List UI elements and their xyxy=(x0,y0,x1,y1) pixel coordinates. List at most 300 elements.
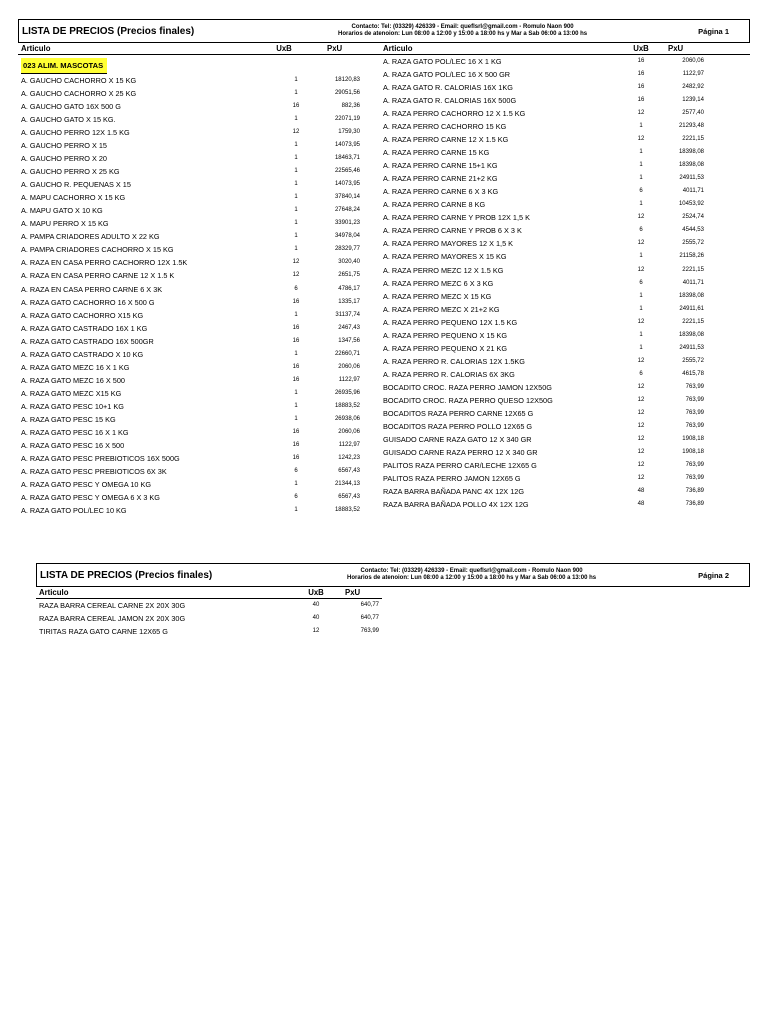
table-row xyxy=(18,126,380,139)
row-uxb: 12 xyxy=(637,240,645,247)
row-pxu: 21158,26 xyxy=(679,253,704,260)
table-row xyxy=(18,152,380,165)
table-row xyxy=(18,139,380,152)
table-row xyxy=(380,433,750,446)
row-pxu: 28329,77 xyxy=(334,246,360,253)
row-uxb: 16 xyxy=(637,97,645,104)
row-article: A. RAZA PERRO CARNE 15+1 KG xyxy=(383,161,498,171)
row-pxu: 736,89 xyxy=(685,501,704,508)
row-article: TIRITAS RAZA GATO CARNE 12X65 G xyxy=(39,627,168,637)
row-pxu: 18398,08 xyxy=(678,292,704,299)
table-row xyxy=(18,504,380,517)
right-column xyxy=(380,43,750,517)
row-article: PALITOS RAZA PERRO CAR/LECHE 12X65 G xyxy=(383,460,537,470)
table-row xyxy=(18,322,380,335)
row-uxb: 1 xyxy=(639,162,643,169)
table-row xyxy=(18,452,380,465)
table-row xyxy=(380,394,750,407)
row-article: A. RAZA GATO PESC Y OMEGA 10 KG xyxy=(21,479,152,489)
row-article: RAZA BARRA BAÑADA POLLO 4X 12X 12G xyxy=(383,500,529,510)
row-uxb: 16 xyxy=(292,103,300,110)
row-uxb: 12 xyxy=(637,396,645,403)
page2-rows xyxy=(36,599,382,638)
row-pxu: 763,99 xyxy=(685,409,704,416)
table-row xyxy=(18,178,380,191)
table-row xyxy=(380,250,750,263)
row-uxb: 1 xyxy=(639,201,643,208)
row-article: A. RAZA PERRO CARNE 8 KG xyxy=(383,200,486,210)
row-pxu: 1335,17 xyxy=(338,298,360,305)
row-pxu: 763,99 xyxy=(685,475,704,481)
row-pxu: 763,99 xyxy=(685,461,704,468)
table-row xyxy=(18,243,380,256)
table-row xyxy=(18,256,380,269)
table-row xyxy=(18,191,380,204)
table-row xyxy=(380,81,750,94)
row-article: A. RAZA PERRO MEZC 6 X 3 KG xyxy=(383,278,494,288)
table-row xyxy=(18,439,380,452)
row-pxu: 4786,17 xyxy=(338,285,360,292)
table-row xyxy=(380,472,750,485)
row-article: A. RAZA PERRO PEQUENO X 15 KG xyxy=(383,330,508,340)
table-row xyxy=(18,269,380,282)
row-article: A. RAZA GATO POL/LEC 16 X 500 GR xyxy=(383,70,511,80)
table-row xyxy=(18,374,380,387)
row-pxu: 2577,40 xyxy=(682,110,704,117)
row-article: BOCADITOS RAZA PERRO POLLO 12X65 G xyxy=(383,421,533,431)
page-header xyxy=(18,19,750,43)
row-article: A. MAPU CACHORRO X 15 KG xyxy=(21,193,126,203)
table-row xyxy=(18,204,380,217)
row-pxu: 27648,24 xyxy=(334,207,360,214)
table-row xyxy=(380,381,750,394)
row-pxu: 2060,06 xyxy=(338,363,360,370)
row-article: A. RAZA PERRO CARNE 12 X 1.5 KG xyxy=(383,135,509,145)
table-row xyxy=(380,94,750,107)
table-row xyxy=(380,459,750,472)
row-uxb: 16 xyxy=(292,337,300,344)
row-pxu: 22565,46 xyxy=(334,168,360,175)
left-column xyxy=(18,43,380,517)
left-column xyxy=(36,587,382,638)
row-article: A. GAUCHO GATO X 15 KG. xyxy=(21,115,116,125)
row-uxb: 1 xyxy=(294,168,298,175)
row-uxb: 12 xyxy=(312,628,320,635)
table-row xyxy=(380,237,750,250)
table-row xyxy=(380,107,750,120)
column-header-article: Articulo xyxy=(39,588,69,597)
row-pxu: 1347,56 xyxy=(338,337,360,344)
row-pxu: 4011,71 xyxy=(682,188,704,195)
row-uxb: 16 xyxy=(292,454,300,461)
row-pxu: 2221,15 xyxy=(682,266,704,273)
column-header-uxb: UxB xyxy=(308,588,324,597)
hours-line: Horarios de atenoion: Lun 08:00 a 12:00 y 15:00 a 18:00 hs y Mar a Sab 06:00 a 13:00 hs xyxy=(338,31,588,37)
row-pxu: 4011,71 xyxy=(682,279,704,286)
row-pxu: 2555,72 xyxy=(682,240,704,247)
row-pxu: 763,99 xyxy=(685,396,704,403)
row-pxu: 2467,43 xyxy=(338,324,360,331)
row-pxu: 18398,08 xyxy=(678,331,704,338)
row-pxu: 2555,72 xyxy=(682,357,704,364)
row-uxb: 1 xyxy=(639,305,643,312)
row-uxb: 1 xyxy=(294,507,298,514)
row-uxb: 6 xyxy=(294,494,298,500)
row-pxu: 3020,40 xyxy=(338,259,360,266)
table-row xyxy=(380,355,750,368)
row-uxb: 1 xyxy=(294,311,298,318)
table-row xyxy=(36,599,382,612)
row-article: A. RAZA PERRO CACHORRO 12 X 1.5 KG xyxy=(383,109,526,119)
table-row xyxy=(380,146,750,159)
row-pxu: 26938,06 xyxy=(334,415,360,422)
row-article: A. RAZA GATO CASTRADO X 10 KG xyxy=(21,349,144,359)
row-pxu: 29051,56 xyxy=(334,90,360,97)
table-row xyxy=(18,361,380,374)
table-row xyxy=(18,87,380,100)
row-article: RAZA BARRA BAÑADA PANC 4X 12X 12G xyxy=(383,487,524,497)
row-pxu: 763,99 xyxy=(360,628,379,635)
row-article: A. RAZA PERRO R. CALORIAS 12X 1.5KG xyxy=(383,356,525,366)
table-row xyxy=(18,413,380,426)
row-article: A. RAZA GATO PESC Y OMEGA 6 X 3 KG xyxy=(21,493,160,502)
row-uxb: 1 xyxy=(639,175,643,182)
row-pxu: 37840,14 xyxy=(334,194,360,201)
table-row xyxy=(18,491,380,504)
row-uxb: 1 xyxy=(294,415,298,422)
column-header-article: Articulo xyxy=(21,44,51,53)
table-row xyxy=(380,120,750,133)
row-uxb: 12 xyxy=(637,383,645,390)
row-article: A. RAZA PERRO CARNE Y PROB 12X 1,5 K xyxy=(383,213,530,223)
table-row xyxy=(380,224,750,237)
row-article: A. RAZA GATO CACHORRO X15 KG xyxy=(21,310,144,320)
column-header-article: Articulo xyxy=(383,44,413,53)
row-article: A. RAZA EN CASA PERRO CARNE 6 X 3K xyxy=(21,284,163,294)
row-uxb: 16 xyxy=(637,71,645,78)
column-header xyxy=(380,43,750,55)
table-row xyxy=(18,400,380,413)
table-row xyxy=(380,68,750,81)
table-row xyxy=(18,309,380,322)
row-pxu: 1908,18 xyxy=(682,435,704,442)
table-row xyxy=(380,172,750,185)
row-uxb: 12 xyxy=(292,129,300,136)
row-article: A. RAZA GATO CASTRADO 16X 500GR xyxy=(21,336,154,346)
table-row xyxy=(18,113,380,126)
row-uxb: 1 xyxy=(294,155,298,162)
row-uxb: 12 xyxy=(637,422,645,429)
row-article: A. RAZA EN CASA PERRO CACHORRO 12X 1.5K xyxy=(21,258,188,268)
row-uxb: 6 xyxy=(294,467,298,474)
column-header-uxb: UxB xyxy=(276,44,292,53)
row-uxb: 1 xyxy=(639,149,643,156)
contact-info xyxy=(245,568,698,583)
column-header-pxu: PxU xyxy=(668,44,684,53)
row-uxb: 12 xyxy=(637,448,645,455)
row-uxb: 6 xyxy=(639,188,643,195)
row-pxu: 18120,83 xyxy=(334,77,360,83)
table-row xyxy=(380,368,750,381)
table-row xyxy=(380,264,750,277)
row-pxu: 2524,74 xyxy=(682,214,704,221)
row-pxu: 10453,92 xyxy=(678,201,704,208)
table-row xyxy=(18,217,380,230)
row-article: A. RAZA GATO PESC PREBIOTICOS 6X 3K xyxy=(21,466,167,476)
row-article: A. RAZA GATO PESC 10+1 KG xyxy=(21,401,124,411)
row-article: GUISADO CARNE RAZA GATO 12 X 340 GR xyxy=(383,434,532,444)
page-header xyxy=(36,563,750,587)
row-pxu: 18398,08 xyxy=(678,162,704,169)
row-uxb: 40 xyxy=(312,602,320,608)
row-uxb: 12 xyxy=(637,136,645,143)
row-uxb: 1 xyxy=(639,123,643,130)
table-row xyxy=(380,485,750,498)
row-uxb: 16 xyxy=(292,363,300,370)
table-row xyxy=(18,465,380,478)
column-header-pxu: PxU xyxy=(327,44,343,53)
row-pxu: 33901,23 xyxy=(334,220,360,227)
row-pxu: 18463,71 xyxy=(334,155,360,162)
row-article: A. RAZA PERRO MAYORES X 15 KG xyxy=(383,252,507,262)
row-pxu: 2221,15 xyxy=(682,136,704,143)
row-uxb: 1 xyxy=(294,402,298,409)
row-pxu: 763,99 xyxy=(685,383,704,390)
row-uxb: 16 xyxy=(292,441,300,448)
table-row xyxy=(380,159,750,172)
row-uxb: 12 xyxy=(637,475,645,481)
row-pxu: 18398,08 xyxy=(678,149,704,156)
row-article: A. PAMPA CRIADORES ADULTO X 22 KG xyxy=(21,232,160,242)
table-row xyxy=(380,316,750,329)
hours-line: Horarios de atenoion: Lun 08:00 a 12:00 y 15:00 a 18:00 hs y Mar a Sab 06:00 a 13:00 hs xyxy=(347,575,597,581)
row-pxu: 18883,52 xyxy=(334,507,360,514)
price-list-page-1 xyxy=(18,19,750,517)
row-article: A. RAZA GATO POL/LEC 16 X 1 KG xyxy=(383,57,502,66)
row-uxb: 12 xyxy=(292,272,300,279)
column-header xyxy=(36,587,382,599)
row-uxb: 1 xyxy=(639,292,643,299)
row-article: BOCADITO CROC. RAZA PERRO JAMON 12X50G xyxy=(383,382,552,392)
row-pxu: 24911,61 xyxy=(679,305,704,312)
page-number: Página 2 xyxy=(698,570,729,580)
row-pxu: 14073,95 xyxy=(334,181,360,188)
row-article: A. GAUCHO GATO 16X 500 G xyxy=(21,102,121,112)
row-uxb: 12 xyxy=(637,214,645,221)
row-pxu: 640,77 xyxy=(360,615,379,622)
row-uxb: 12 xyxy=(637,266,645,273)
row-pxu: 1122,97 xyxy=(338,441,360,448)
row-pxu: 1242,23 xyxy=(338,454,360,461)
row-uxb: 1 xyxy=(294,220,298,227)
row-article: A. RAZA PERRO MAYORES 12 X 1,5 K xyxy=(383,239,514,249)
row-pxu: 6567,43 xyxy=(338,494,360,500)
table-row xyxy=(18,348,380,361)
row-uxb: 6 xyxy=(639,279,643,286)
row-article: A. RAZA GATO R. CALORIAS 16X 500G xyxy=(383,96,517,106)
table-row xyxy=(18,74,380,87)
row-uxb: 1 xyxy=(294,207,298,214)
row-pxu: 1122,97 xyxy=(338,376,360,383)
row-pxu: 2482,92 xyxy=(682,84,704,91)
row-article: A. RAZA PERRO CARNE 6 X 3 KG xyxy=(383,187,499,197)
page-title: LISTA DE PRECIOS (Precios finales) xyxy=(22,25,195,37)
row-pxu: 1122,97 xyxy=(682,71,704,78)
row-article: A. GAUCHO PERRO X 15 xyxy=(21,141,107,151)
table-row xyxy=(380,211,750,224)
row-uxb: 12 xyxy=(637,435,645,442)
row-article: A. MAPU GATO X 10 KG xyxy=(21,206,103,216)
table-row xyxy=(380,133,750,146)
row-uxb: 1 xyxy=(294,389,298,396)
table-row xyxy=(380,420,750,433)
row-article: RAZA BARRA CEREAL CARNE 2X 20X 30G xyxy=(39,601,186,610)
row-uxb: 6 xyxy=(294,285,298,292)
row-uxb: 12 xyxy=(637,461,645,468)
row-uxb: 6 xyxy=(639,227,643,234)
row-pxu: 1908,18 xyxy=(682,448,704,455)
row-article: A. GAUCHO CACHORRO X 15 KG xyxy=(21,76,137,85)
row-uxb: 16 xyxy=(292,376,300,383)
row-pxu: 21344,13 xyxy=(334,480,360,487)
row-pxu: 21293,48 xyxy=(678,123,704,130)
row-article: BOCADITOS RAZA PERRO CARNE 12X65 G xyxy=(383,408,534,418)
table-row xyxy=(18,478,380,491)
row-article: A. PAMPA CRIADORES CACHORRO X 15 KG xyxy=(21,245,174,255)
row-uxb: 16 xyxy=(292,298,300,305)
row-uxb: 1 xyxy=(639,344,643,351)
row-pxu: 34978,04 xyxy=(334,233,360,240)
row-uxb: 1 xyxy=(294,194,298,201)
row-pxu: 6567,43 xyxy=(338,467,360,474)
right-rows xyxy=(380,55,750,511)
table-row xyxy=(380,498,750,511)
row-uxb: 1 xyxy=(294,181,298,188)
table-row xyxy=(380,407,750,420)
table-row xyxy=(18,387,380,400)
table-row xyxy=(380,198,750,211)
row-article: A. GAUCHO PERRO 12X 1.5 KG xyxy=(21,128,130,138)
column-header-uxb: UxB xyxy=(633,44,649,53)
row-article: A. GAUCHO PERRO X 25 KG xyxy=(21,167,120,177)
row-article: A. RAZA PERRO PEQUENO 12X 1.5 KG xyxy=(383,317,518,327)
row-article: A. RAZA PERRO CARNE 21+2 KG xyxy=(383,174,498,184)
row-uxb: 1 xyxy=(294,480,298,487)
table-row xyxy=(36,612,382,625)
row-uxb: 12 xyxy=(637,409,645,416)
row-uxb: 48 xyxy=(637,488,645,495)
row-pxu: 24911,53 xyxy=(679,175,704,182)
row-pxu: 14073,95 xyxy=(334,142,360,149)
row-pxu: 4544,53 xyxy=(682,227,704,234)
row-article: A. RAZA GATO PESC 16 X 500 xyxy=(21,440,125,450)
table-row xyxy=(380,55,750,68)
row-uxb: 40 xyxy=(312,615,320,622)
row-uxb: 1 xyxy=(294,350,298,357)
row-uxb: 1 xyxy=(639,253,643,260)
table-row xyxy=(18,100,380,113)
row-pxu: 2060,06 xyxy=(682,58,704,64)
row-article: A. RAZA GATO POL/LEC 10 KG xyxy=(21,506,127,516)
row-uxb: 1 xyxy=(294,77,298,83)
row-pxu: 1759,30 xyxy=(338,129,360,136)
table-row xyxy=(380,290,750,303)
table-row xyxy=(18,165,380,178)
row-article: A. RAZA PERRO MEZC 12 X 1.5 KG xyxy=(383,265,504,275)
contact-line: Contacto: Tel: (03329) 426339 - Email: queflsrl@gmail.com - Romulo Naon 900 xyxy=(351,23,574,30)
row-pxu: 882,36 xyxy=(341,103,360,110)
row-pxu: 31137,74 xyxy=(335,311,360,318)
row-article: A. GAUCHO R. PEQUENAS X 15 xyxy=(21,180,131,190)
row-uxb: 12 xyxy=(637,357,645,364)
row-pxu: 22071,19 xyxy=(334,116,360,123)
row-pxu: 22660,71 xyxy=(334,350,360,357)
row-pxu: 1239,14 xyxy=(682,97,704,104)
row-pxu: 736,89 xyxy=(685,488,704,495)
category-heading: 023 ALIM. MASCOTAS xyxy=(21,58,107,74)
table-row xyxy=(18,283,380,296)
price-list-page-2 xyxy=(36,563,750,638)
row-pxu: 26935,96 xyxy=(334,389,360,396)
row-pxu: 18883,52 xyxy=(334,402,360,409)
contact-line: Contacto: Tel: (03329) 426339 - Email: queflsrl@gmail.com - Romulo Naon 900 xyxy=(360,567,583,574)
page-title: LISTA DE PRECIOS (Precios finales) xyxy=(40,569,213,581)
contact-info xyxy=(227,24,698,39)
table-row xyxy=(18,230,380,243)
row-article: A. GAUCHO CACHORRO X 25 KG xyxy=(21,89,137,99)
column-header-pxu: PxU xyxy=(345,588,361,597)
row-article: RAZA BARRA CEREAL JAMON 2X 20X 30G xyxy=(39,614,186,624)
row-article: A. RAZA PERRO CACHORRO 15 KG xyxy=(383,122,507,132)
row-article: A. RAZA EN CASA PERRO CARNE 12 X 1.5 K xyxy=(21,271,175,281)
row-article: A. RAZA GATO MEZC 16 X 500 xyxy=(21,375,125,385)
table-row xyxy=(380,303,750,316)
row-article: A. RAZA GATO R. CALORIAS 16X 1KG xyxy=(383,83,513,93)
row-article: A. RAZA GATO CASTRADO 16X 1 KG xyxy=(21,323,148,333)
row-article: A. RAZA GATO CACHORRO 16 X 500 G xyxy=(21,297,155,307)
row-article: A. RAZA PERRO CARNE Y PROB 6 X 3 K xyxy=(383,226,522,236)
row-uxb: 12 xyxy=(637,110,645,117)
row-article: A. GAUCHO PERRO X 20 xyxy=(21,154,107,164)
row-pxu: 2651,75 xyxy=(338,272,360,279)
row-article: A. RAZA GATO PESC 16 X 1 KG xyxy=(21,427,129,437)
table-row xyxy=(36,625,382,638)
row-article: A. RAZA PERRO MEZC X 21+2 KG xyxy=(383,304,500,314)
table-row xyxy=(380,446,750,459)
row-pxu: 4615,78 xyxy=(682,370,704,377)
row-uxb: 16 xyxy=(292,324,300,331)
row-uxb: 16 xyxy=(637,58,645,64)
table-row xyxy=(18,426,380,439)
row-uxb: 16 xyxy=(637,84,645,91)
row-uxb: 1 xyxy=(294,246,298,253)
row-uxb: 1 xyxy=(294,233,298,240)
row-pxu: 2060,06 xyxy=(338,428,360,435)
row-article: GUISADO CARNE RAZA PERRO 12 X 340 GR xyxy=(383,447,538,457)
row-article: A. RAZA GATO MEZC X15 KG xyxy=(21,388,122,398)
row-article: A. RAZA PERRO CARNE 15 KG xyxy=(383,148,490,158)
row-uxb: 16 xyxy=(292,428,300,435)
table-row xyxy=(380,277,750,290)
table-row xyxy=(18,296,380,309)
row-pxu: 2221,15 xyxy=(682,318,704,325)
row-article: A. RAZA GATO PESC 15 KG xyxy=(21,414,116,424)
table-row xyxy=(380,342,750,355)
page-number: Página 1 xyxy=(698,26,729,36)
row-article: A. MAPU PERRO X 15 KG xyxy=(21,219,109,229)
row-uxb: 48 xyxy=(637,501,645,508)
row-article: BOCADITO CROC. RAZA PERRO QUESO 12X50G xyxy=(383,395,553,405)
